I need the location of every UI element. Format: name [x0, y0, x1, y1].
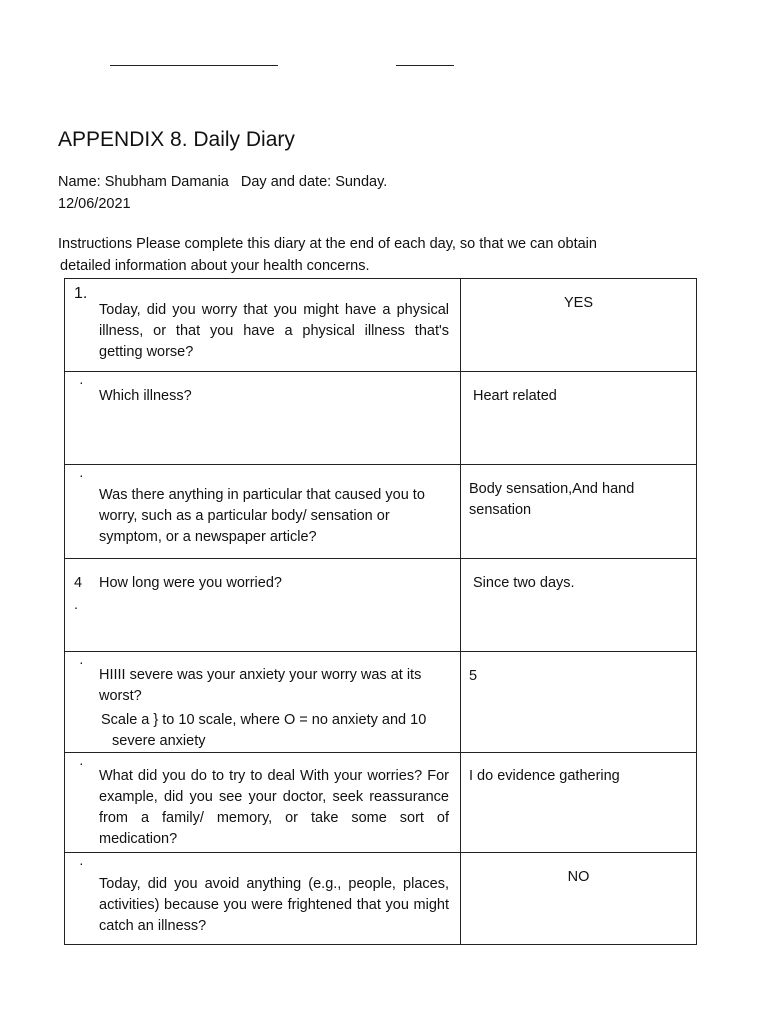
answer-text: YES [563, 295, 593, 311]
table-row [65, 559, 697, 652]
table-row [65, 279, 697, 372]
diary-table [64, 278, 697, 945]
question-cell [65, 279, 461, 372]
row-number: 4 [74, 575, 83, 591]
instructions [58, 233, 708, 277]
question-text: Was there anything in particular that caused you to worry, such as a particular body/ sensation or symptom, or a newspaper article? [99, 487, 425, 545]
question-cell [65, 559, 461, 652]
answer-cell [461, 753, 697, 853]
question-cell [65, 465, 461, 559]
row-bullet: · [79, 467, 84, 483]
signature-line [110, 65, 278, 66]
table-row [65, 372, 697, 465]
question-text: Today, did you worry that you might have a physical illness, or that you have a physical illness that's getting worse? [99, 302, 449, 360]
question-text: Which illness? [99, 388, 192, 404]
scale-note-2: severe anxiety [112, 733, 206, 749]
answer-text: Body sensation,And hand sensation [469, 481, 635, 518]
question-cell [65, 372, 461, 465]
table-row [65, 853, 697, 945]
question-cell [65, 652, 461, 753]
question-cell [65, 853, 461, 945]
answer-text: 5 [469, 668, 478, 684]
answer-cell [461, 853, 697, 945]
row-number: 1. [74, 285, 88, 302]
question-cell [65, 753, 461, 853]
table-row [65, 465, 697, 559]
answer-cell [461, 372, 697, 465]
name-and-date [58, 171, 387, 215]
question-text: HIIII severe was your anxiety your worry was at its worst? [99, 667, 422, 704]
date-value: 12/06/2021 [58, 196, 131, 212]
question-text: What did you do to try to deal With your worries? For example, did you see your doctor, seek reassurance from a family/ memory, or take some sort of medication? [99, 768, 449, 847]
answer-text: Heart related [473, 388, 557, 404]
scale-note: Scale a } to 10 scale, where O = no anxiety and 10 [101, 712, 427, 728]
instructions-line-2: detailed information about your health concerns. [60, 258, 370, 274]
date-label: Day and date: Sunday. [240, 174, 388, 190]
answer-cell [461, 559, 697, 652]
answer-cell [461, 465, 697, 559]
date-line [396, 65, 454, 66]
answer-text: NO [567, 869, 590, 885]
row-bullet: · [79, 654, 84, 670]
question-text: Today, did you avoid anything (e.g., people, places, activities) because you were frightened that you might catch an illness? [99, 876, 449, 934]
name-field: Name: Shubham Damania [58, 174, 229, 190]
row-number-dot: . [74, 596, 78, 612]
answer-text: I do evidence gathering [469, 768, 620, 784]
row-bullet: · [79, 855, 84, 871]
page-title: APPENDIX 8. Daily Diary [58, 128, 295, 151]
table-row [65, 753, 697, 853]
question-text: How long were you worried? [99, 575, 282, 591]
table-row [65, 652, 697, 753]
instructions-line-1: Instructions Please complete this diary at the end of each day, so that we can obtain [58, 236, 597, 252]
row-bullet: · [79, 755, 84, 771]
answer-cell [461, 279, 697, 372]
answer-text: Since two days. [473, 575, 575, 591]
answer-cell [461, 652, 697, 753]
row-bullet: · [79, 374, 84, 390]
